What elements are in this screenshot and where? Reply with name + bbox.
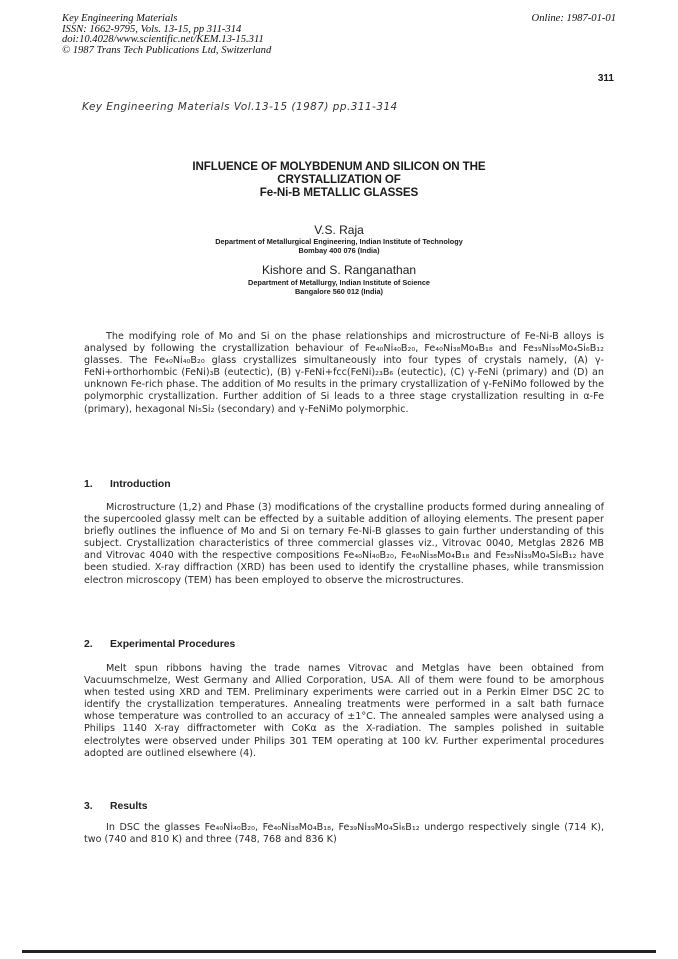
paper-title <box>0 160 678 199</box>
affiliation-2-line-2: Bangalore 560 012 (India) <box>294 287 383 297</box>
section-title: Results <box>110 801 148 812</box>
section-title: Experimental Procedures <box>110 639 236 650</box>
online-date: Online: 1987-01-01 <box>531 13 616 24</box>
running-head: Key Engineering Materials Vol.13-15 (1987) pp.311-314 <box>82 101 398 113</box>
journal-meta <box>62 14 271 56</box>
section-heading-experimental <box>84 639 235 650</box>
affiliation-1-line-1: Department of Metallurgical Engineering, Indian Institute of Technology <box>215 237 463 246</box>
author-name-1: V.S. Raja <box>314 223 364 237</box>
section-heading-results <box>84 801 148 812</box>
introduction-body: Microstructure (1,2) and Phase (3) modifications of the crystalline products formed during annealing of the supercooled glassy melt can be effected by a suitable addition of alloying elements. The present paper briefly outlines the influence of Mo and Si on ternary Fe-Ni-B glasses to gain further understanding of this subject. Crystallization characteristics of three commercial glasses viz., Vitrovac 0040, Metglas 2826 MB and Vitrovac 4040 with the respective compositions Fe₄₀Ni₄₀B₂₀, Fe₄₀Ni₃₈Mo₄B₁₈ and Fe₃₉Ni₃₉Mo₄Si₆B₁₂ have been studied. X-ray diffraction (XRD) has been used to identify the crystalline phases, while transmission electron microscopy (TEM) has been employed to observe the microstructures. <box>84 502 604 586</box>
title-line-3: Fe-Ni-B METALLIC GLASSES <box>259 186 419 199</box>
journal-name: Key Engineering Materials <box>62 13 178 24</box>
footer-rule <box>22 950 656 953</box>
results-body: In DSC the glasses Fe₄₀Ni₄₀B₂₀, Fe₄₀Ni₃₈Mo₄B₁₈, Fe₃₉Ni₃₉Mo₄Si₆B₁₂ undergo respectively single (714 K), two (740 and 810 K) and three (748, 768 and 836 K) <box>84 822 604 846</box>
page-number: 311 <box>597 73 614 84</box>
doi-line: doi:10.4028/www.scientific.net/KEM.13-15.311 <box>62 34 264 46</box>
affiliation-1-line-2: Bombay 400 076 (India) <box>298 246 380 256</box>
abstract: The modifying role of Mo and Si on the phase relationships and microstructure of Fe-Ni-B alloys is analysed by following the crystallization behaviour of Fe₄₀Ni₄₀B₂₀, Fe₄₀Ni₃₈Mo₄B₁₈ and Fe₃₉Ni₃₉Mo₄Si₆B₁₂ glasses. The Fe₄₀Ni₄₀B₂₀ glass crystallizes simultaneously into four types of crystals namely, (A) γ-FeNi+orthorhombic (FeNi)₃B (eutectic), (B) γ-FeNi+fcc(FeNi)₂₃B₆ (eutectic), (C) γ-FeNi (primary) and (D) an unknown Fe-rich phase. The addition of Mo results in the primary crystallization of γ-FeNiMo followed by the polymorphic crystallization. Further addition of Si leads to a three stage crystallization resulting in α-Fe (primary), hexagonal Ni₅Si₂ (secondary) and γ-FeNiMo polymorphic. <box>84 331 604 415</box>
affiliation-2 <box>0 278 678 297</box>
title-line-1: INFLUENCE OF MOLYBDENUM AND SILICON ON THE <box>192 160 486 173</box>
section-number: 1. <box>84 479 93 490</box>
issn-line: ISSN: 1662-9795, Vols. 13-15, pp 311-314 <box>62 23 242 35</box>
title-line-2: CRYSTALLIZATION OF <box>277 173 401 186</box>
author-name-2: Kishore and S. Ranganathan <box>261 263 417 277</box>
experimental-body: Melt spun ribbons having the trade names Vitrovac and Metglas have been obtained from Vacuumschmelze, West Germany and Allied Corporation, USA. All of them were found to be amorphous when tested using XRD and TEM. Preliminary experiments were carried out in a Perkin Elmer DSC 2C to identify the crystallization temperatures. Annealing treatments were performed in a salt bath furnace whose temperature was controlled to an accuracy of ±1°C. The annealed samples were analysed using a Philips 1140 X-ray diffractometer with CoKα as the X-radiation. The samples polished in suitable electrolytes were observed under Philips 301 TEM operating at 100 kV. Further experimental procedures adopted are outlined elsewhere (4). <box>84 663 604 759</box>
affiliation-2-line-1: Department of Metallurgy, Indian Institute of Science <box>248 278 430 287</box>
section-heading-introduction <box>84 479 171 490</box>
section-title: Introduction <box>110 479 171 490</box>
section-number: 3. <box>84 801 93 812</box>
affiliation-1 <box>0 237 678 256</box>
copyright-line: © 1987 Trans Tech Publications Ltd, Switzerland <box>62 44 272 56</box>
section-number: 2. <box>84 639 93 650</box>
